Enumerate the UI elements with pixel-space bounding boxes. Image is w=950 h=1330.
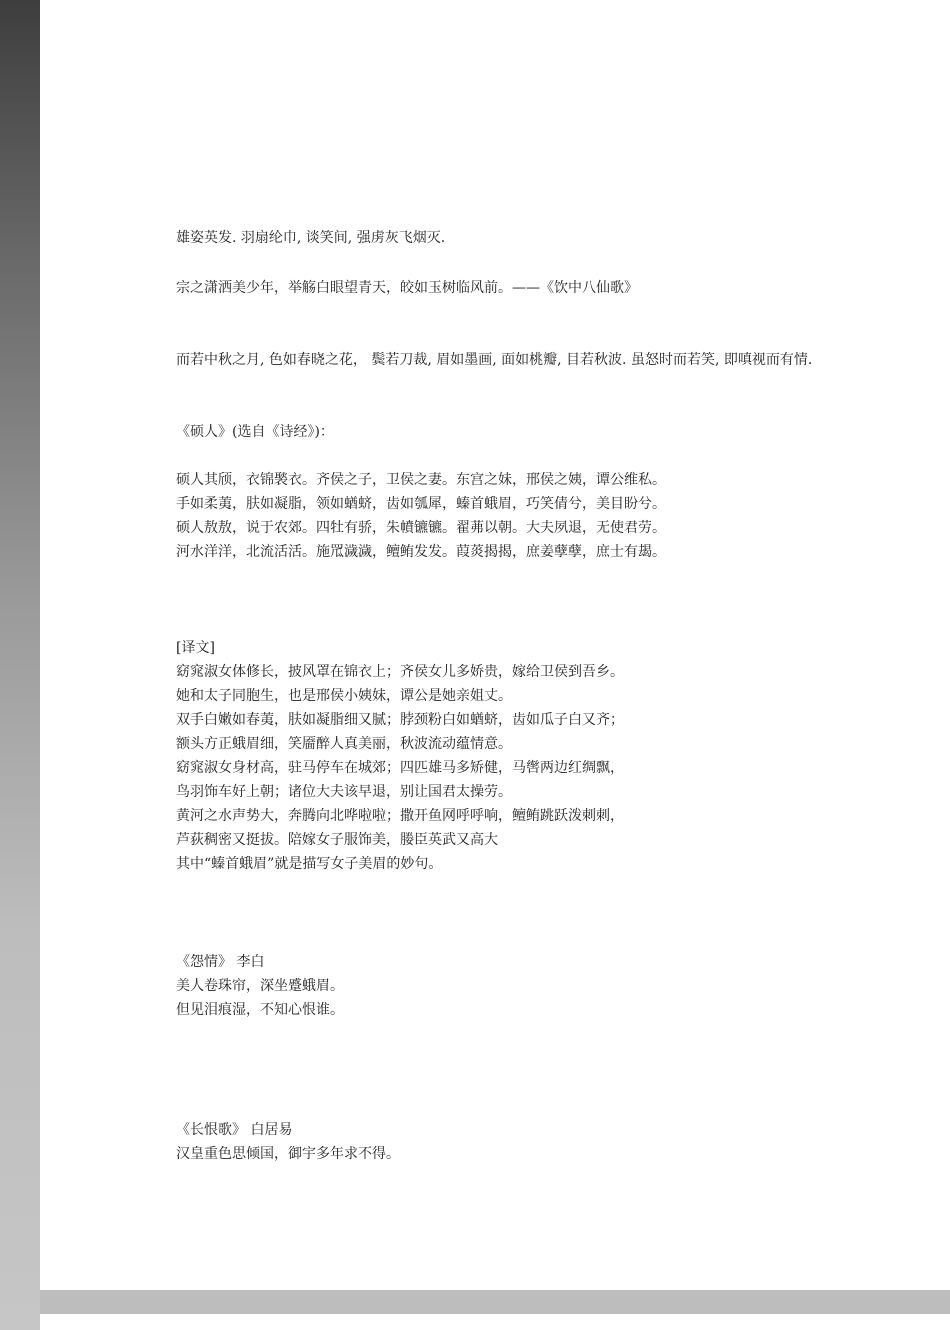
text-line: 雄姿英发. 羽扇纶巾, 谈笑间, 强虏灰飞烟灭. xyxy=(176,230,446,246)
description-paragraph xyxy=(176,348,876,372)
translation-line: 黄河之水声势大，奔腾向北哗啦啦；撒开鱼网呼呼响，鳣鲔跳跃泼刺刺， xyxy=(176,808,624,824)
poem-line: 硕人其颀，衣锦褧衣。齐侯之子，卫侯之妻。东宫之妹，邢侯之姨，谭公维私。 xyxy=(176,472,666,488)
poem-line: 硕人敖敖，说于农郊。四牡有骄，朱幩镳镳。翟茀以朝。大夫夙退，无使君劳。 xyxy=(176,520,666,536)
yuanqing-poem xyxy=(176,950,876,1022)
text-line: 宗之潇洒美少年，举觞白眼望青天，皎如玉树临风前。——《饮中八仙歌》 xyxy=(176,280,638,296)
opening-lines xyxy=(176,226,876,250)
translation-line: 其中“螓首蛾眉”就是描写女子美眉的妙句。 xyxy=(176,856,443,872)
poem-line: 汉皇重色思倾国，御宇多年求不得。 xyxy=(176,1146,400,1162)
poem-title: 《怨情》 李白 xyxy=(176,954,265,970)
translation-line: 双手白嫩如春荑，肤如凝脂细又腻；脖颈粉白如蝤蛴，齿如瓜子白又齐； xyxy=(176,712,624,728)
section-title: 《硕人》(选自《诗经》)： xyxy=(176,424,334,440)
translation-line: 窈窕淑女身材高，驻马停车在城郊；四匹雄马多矫健，马辔两边红绸飘， xyxy=(176,760,624,776)
poem-line: 手如柔荑，肤如凝脂，领如蝤蛴，齿如瓠犀，螓首蛾眉，巧笑倩兮，美目盼兮。 xyxy=(176,496,666,512)
section-title: [译文] xyxy=(176,640,215,656)
poem-line: 美人卷珠帘，深坐蹙蛾眉。 xyxy=(176,978,344,994)
translation-line: 鸟羽饰车好上朝；诸位大夫该早退，别让国君太操劳。 xyxy=(176,784,512,800)
translation-line: 芦荻稠密又挺拔。陪嫁女子服饰美，媵臣英武又高大 xyxy=(176,832,498,848)
changhen-poem xyxy=(176,1118,876,1166)
translation-line: 窈窕淑女体修长，披风罩在锦衣上；齐侯女儿多娇贵，嫁给卫侯到吾乡。 xyxy=(176,664,624,680)
shuoren-heading xyxy=(176,420,876,444)
shuoren-poem xyxy=(176,468,876,564)
translation-line: 额头方正蛾眉细，笑靥醉人真美丽，秋波流动蕴情意。 xyxy=(176,736,512,752)
bottom-margin-bar xyxy=(40,1290,950,1314)
poem-line: 但见泪痕湿，不知心恨谁。 xyxy=(176,1002,344,1018)
text-paragraph: 而若中秋之月, 色如春晓之花， 鬓若刀裁, 眉如墨画, 面如桃瓣, 目若秋波. 虽怒时而若笑, 即嗔视而有情. xyxy=(176,352,813,368)
translation-section xyxy=(176,636,876,876)
translation-line: 她和太子同胞生，也是邢侯小姨妹，谭公是她亲姐丈。 xyxy=(176,688,512,704)
yinzhong-quote xyxy=(176,276,876,300)
left-margin-bar xyxy=(0,0,40,1330)
poem-line: 河水洋洋，北流活活。施罛濊濊，鳣鲔发发。葭菼揭揭，庶姜孽孽，庶士有朅。 xyxy=(176,544,666,560)
poem-title: 《长恨歌》 白居易 xyxy=(176,1122,293,1138)
